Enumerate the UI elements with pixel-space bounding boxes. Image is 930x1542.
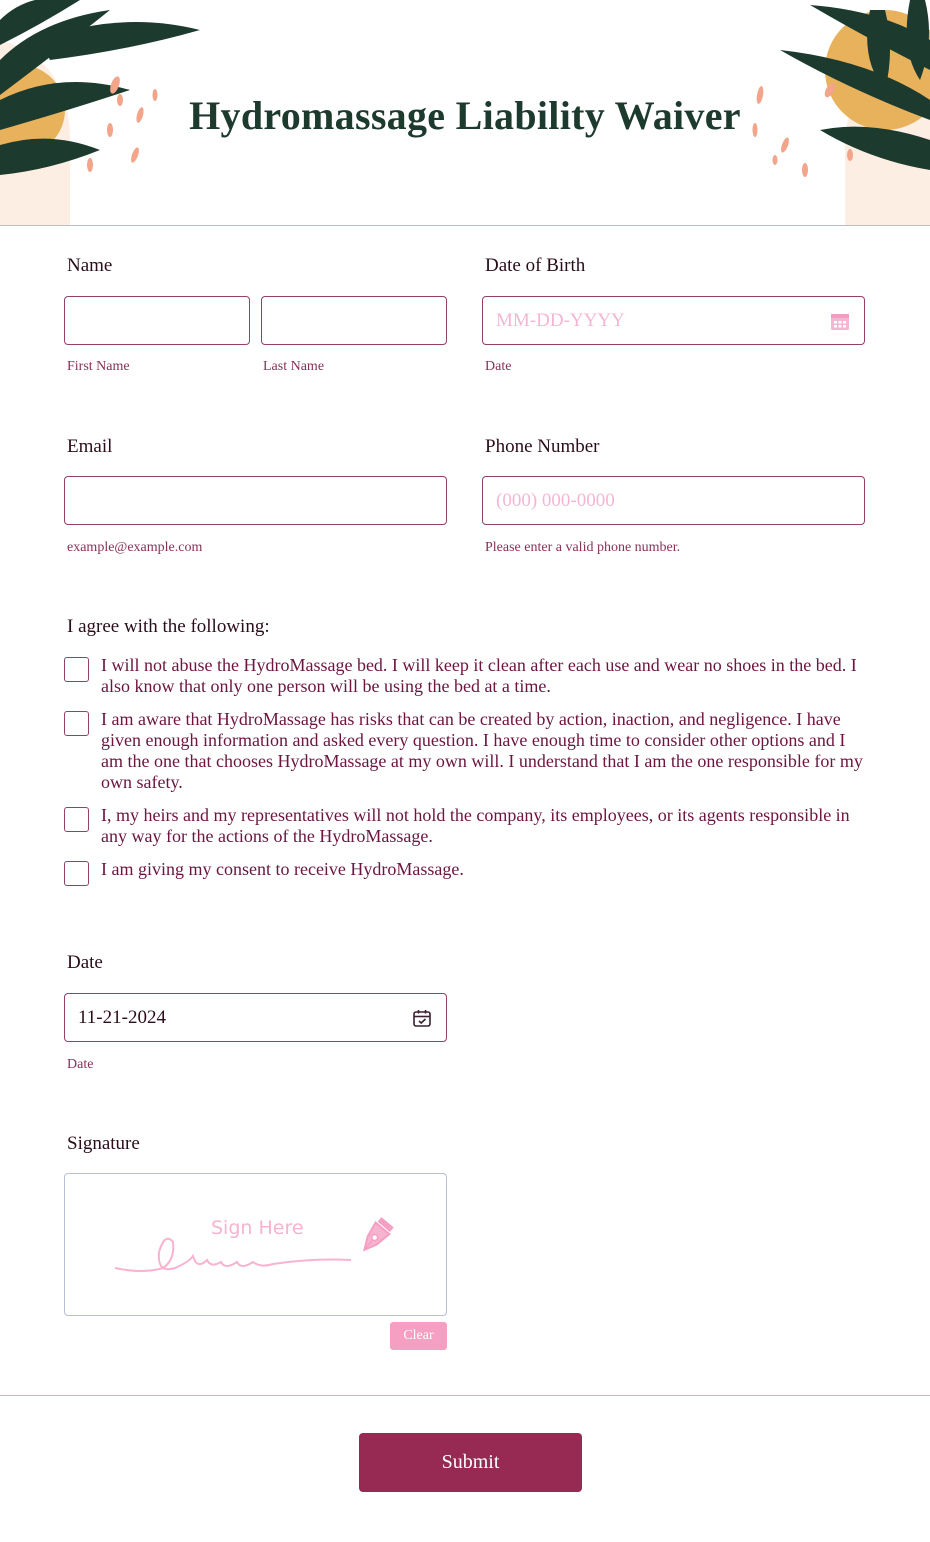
email-input[interactable]	[64, 476, 447, 525]
submit-button[interactable]: Submit	[359, 1433, 582, 1492]
name-label: Name	[67, 255, 113, 276]
phone-label: Phone Number	[485, 436, 600, 457]
first-name-sublabel: First Name	[67, 359, 130, 374]
agreement-item[interactable]	[64, 859, 864, 886]
agreement-text-2: I am aware that HydroMassage has risks that can be created by action, inaction, and negligence. I have given enough information and asked every question. I have enough time to consider other options and I am the one that chooses HydroMassage at my own will. I understand that I am the one responsible for my own safety.	[101, 709, 863, 792]
last-name-sublabel: Last Name	[263, 359, 325, 374]
agreement-text-1: I will not abuse the HydroMassage bed. I will keep it clean after each use and wear no shoes in the bed. I also know that only one person will be using the bed at a time.	[101, 655, 857, 696]
agreement-text-4: I am giving my consent to receive HydroMassage.	[101, 859, 464, 879]
agreement-checkbox-2[interactable]	[64, 711, 89, 736]
page-title: Hydromassage Liability Waiver	[189, 93, 741, 138]
signature-label: Signature	[67, 1133, 140, 1154]
agreement-text-3: I, my heirs and my representatives will not hold the company, its employees, or its agents responsible in any way for the actions of the HydroMassage.	[101, 805, 850, 846]
date-sublabel: Date	[67, 1057, 94, 1072]
agreement-list	[64, 655, 864, 898]
dob-label: Date of Birth	[485, 255, 586, 276]
calendar-icon[interactable]	[830, 311, 850, 331]
agree-label: I agree with the following:	[67, 616, 270, 637]
agreement-item[interactable]	[64, 709, 864, 793]
email-label: Email	[67, 436, 113, 457]
agreement-item[interactable]	[64, 805, 864, 847]
signature-hint: Sign Here	[211, 1217, 304, 1239]
dob-placeholder: MM-DD-YYYY	[496, 309, 625, 331]
pen-nib-icon	[352, 1212, 400, 1260]
clear-signature-button[interactable]: Clear	[390, 1322, 447, 1350]
calendar-check-icon[interactable]	[412, 1008, 432, 1028]
date-input[interactable]	[64, 993, 447, 1042]
signature-pad[interactable]	[64, 1173, 447, 1316]
last-name-input[interactable]	[261, 296, 447, 345]
dob-input[interactable]	[482, 296, 865, 345]
agreement-checkbox-4[interactable]	[64, 861, 89, 886]
dob-sublabel: Date	[485, 359, 512, 374]
phone-input[interactable]	[482, 476, 865, 525]
phone-sublabel: Please enter a valid phone number.	[485, 540, 681, 555]
footer-divider	[0, 1395, 930, 1396]
agreement-item[interactable]	[64, 655, 864, 697]
form-header	[0, 0, 930, 226]
agreement-checkbox-3[interactable]	[64, 807, 89, 832]
email-sublabel: example@example.com	[67, 540, 203, 555]
date-value: 11-21-2024	[78, 1006, 166, 1028]
date-label: Date	[67, 952, 103, 973]
agreement-checkbox-1[interactable]	[64, 657, 89, 682]
first-name-input[interactable]	[64, 296, 250, 345]
